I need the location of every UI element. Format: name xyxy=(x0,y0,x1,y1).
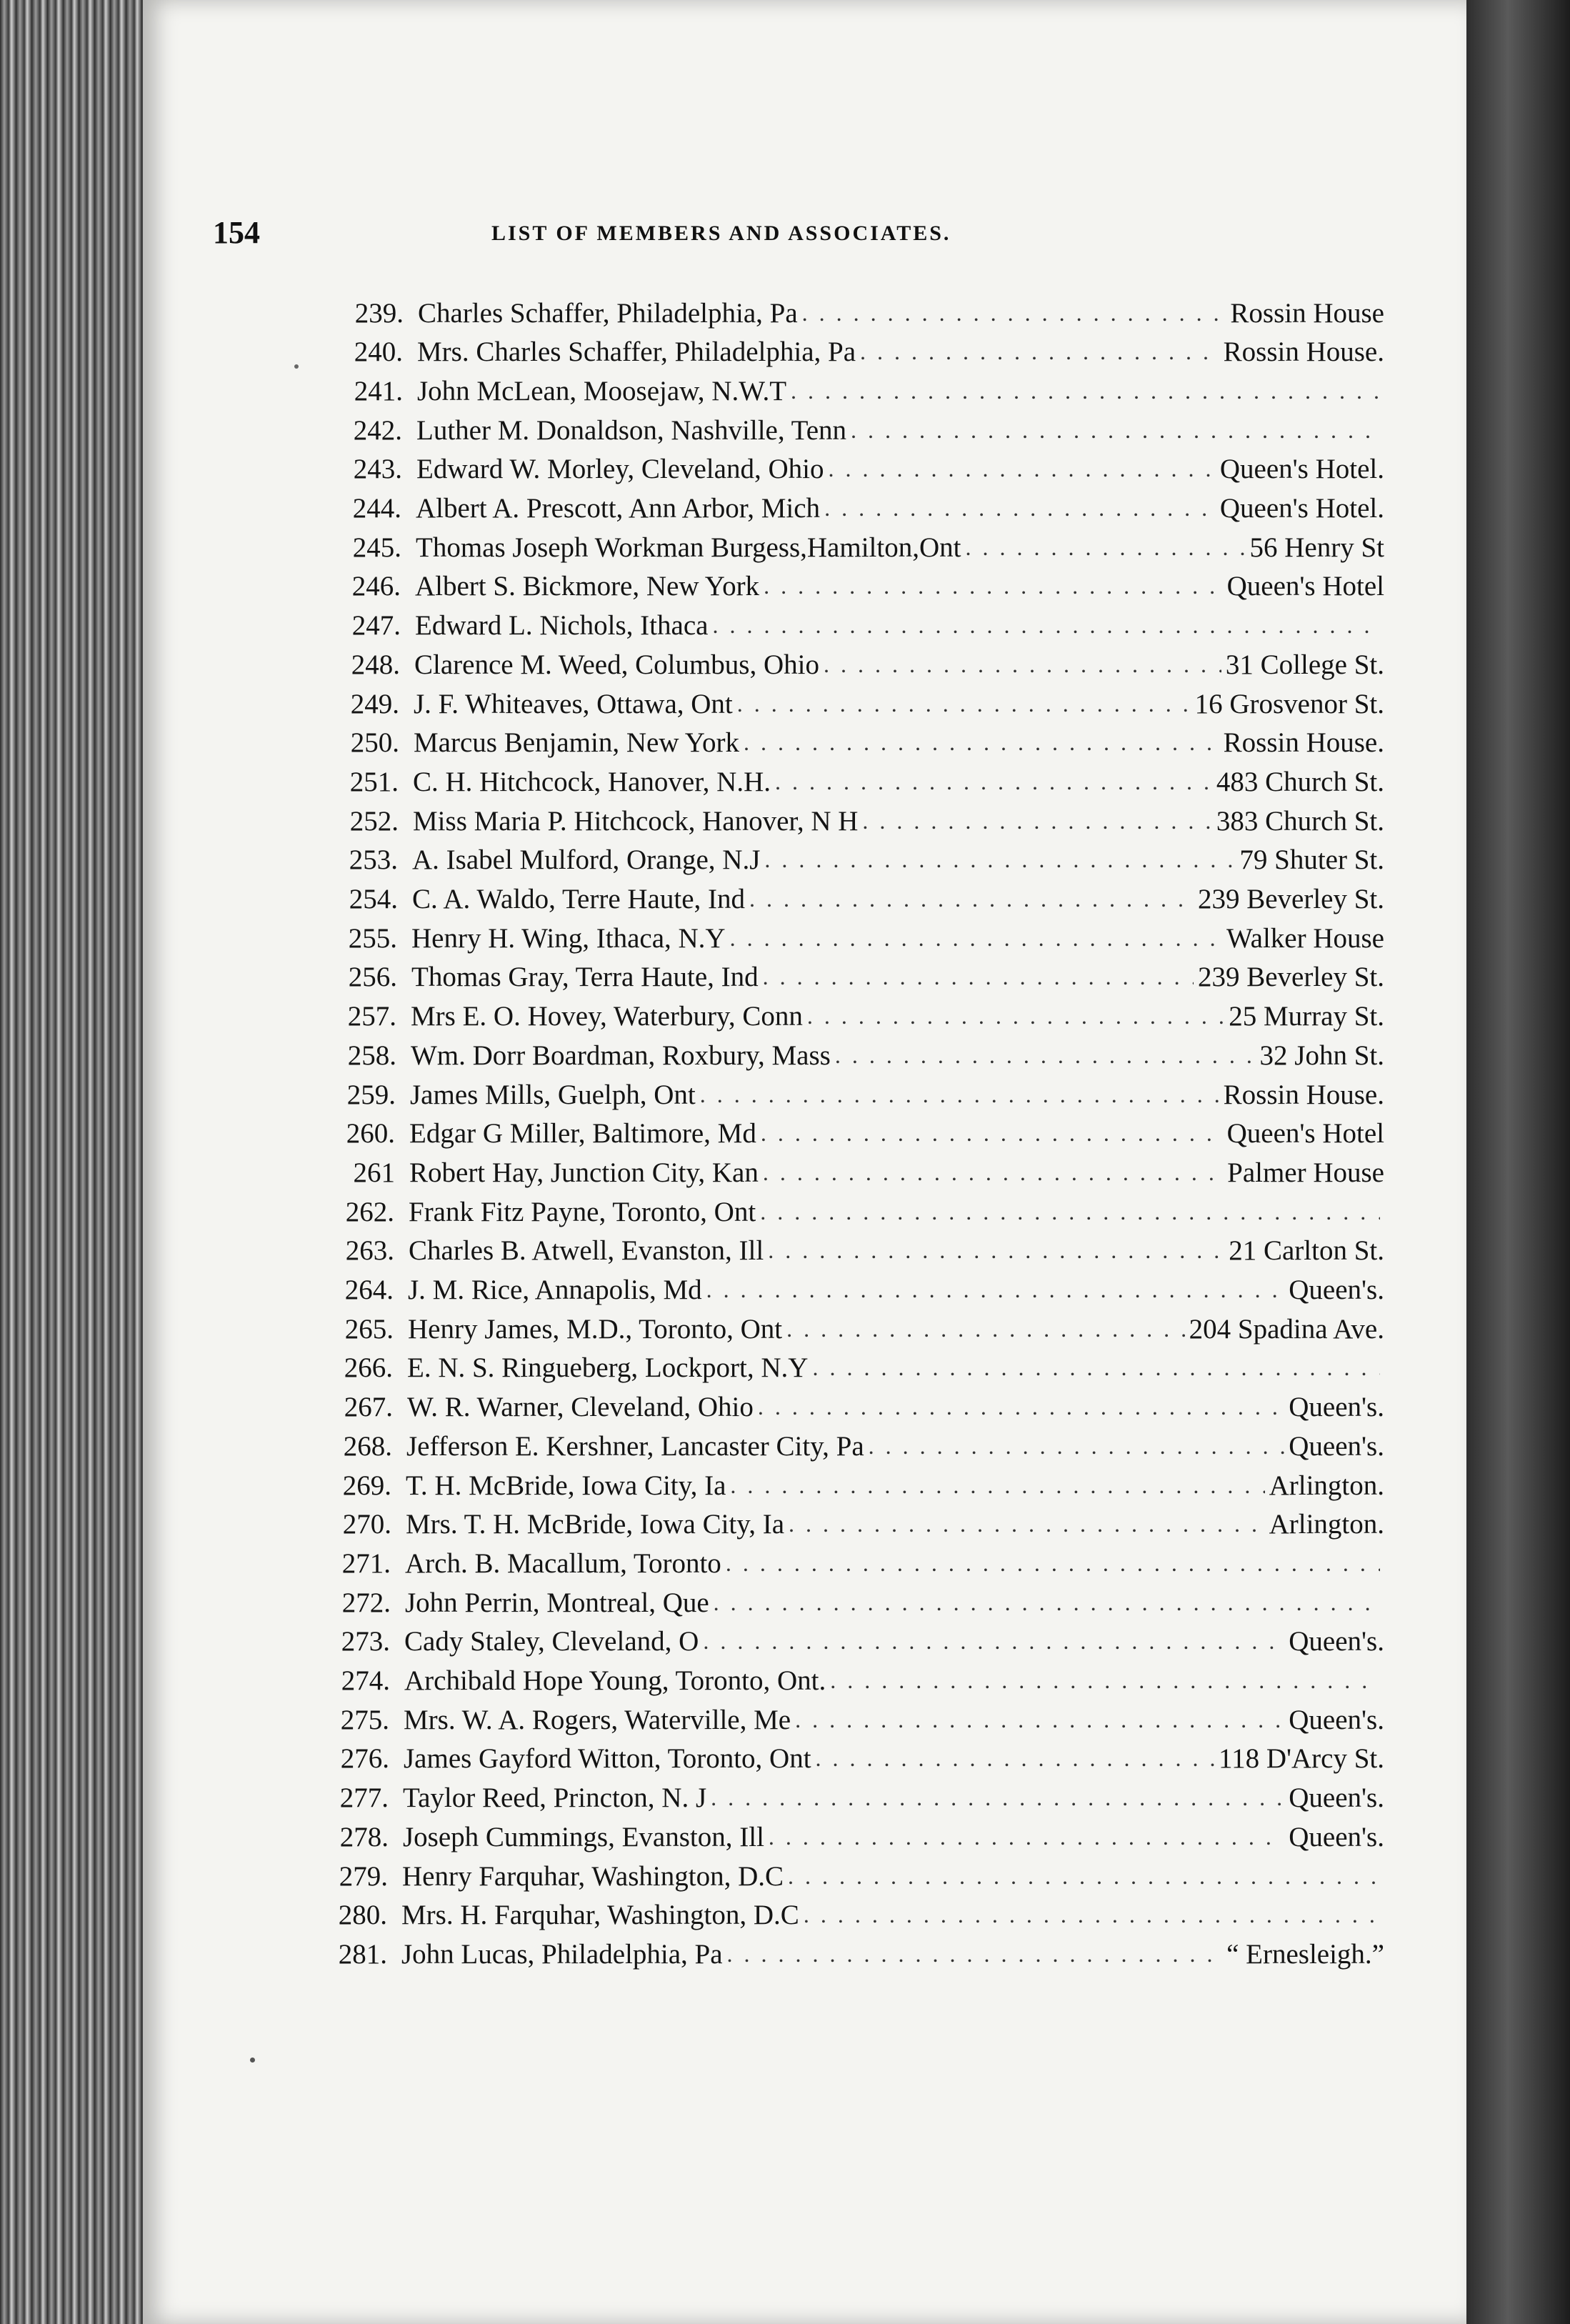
entry-number: 264. xyxy=(344,1275,394,1305)
member-name-location: Cady Staley, Cleveland, O xyxy=(404,1626,699,1657)
list-item xyxy=(328,723,1384,763)
entry-number: 246. xyxy=(351,571,401,602)
member-address: 32 John St. xyxy=(1259,1039,1384,1071)
list-item xyxy=(326,879,1384,919)
member-address: Palmer House xyxy=(1227,1157,1384,1188)
list-item xyxy=(316,1856,1384,1896)
member-name-location: J. F. Whiteaves, Ottawa, Ont xyxy=(414,688,733,719)
member-name-location: W. R. Warner, Cleveland, Ohio xyxy=(407,1392,754,1423)
member-name-location: E. N. S. Ringueberg, Lockport, N.Y xyxy=(407,1352,809,1384)
member-address: Arlington. xyxy=(1269,1509,1384,1540)
list-item xyxy=(326,957,1384,997)
list-item xyxy=(324,1114,1384,1154)
dot-leader xyxy=(769,1824,1284,1850)
entry-number: 252. xyxy=(349,805,399,837)
list-item xyxy=(320,1505,1384,1545)
member-address: 118 D'Arcy St. xyxy=(1219,1743,1384,1775)
dot-leader xyxy=(795,1707,1284,1733)
member-name-location: Luther M. Donaldson, Nashville, Tenn xyxy=(416,414,847,446)
member-address: Queen's. xyxy=(1289,1782,1384,1814)
list-item xyxy=(329,606,1384,646)
dot-leader xyxy=(965,534,1245,561)
member-name-location: Henry H. Wing, Ithaca, N.Y xyxy=(411,922,726,954)
dot-leader xyxy=(763,964,1194,990)
member-name-location: Thomas Gray, Terra Haute, Ind xyxy=(411,962,759,993)
entry-number: 274. xyxy=(341,1665,390,1696)
member-name-location: Edgar G Miller, Baltimore, Md xyxy=(409,1118,756,1149)
entry-number: 279. xyxy=(339,1860,388,1892)
dot-leader xyxy=(862,808,1211,834)
list-item xyxy=(329,567,1384,607)
member-address: Queen's Hotel xyxy=(1226,1118,1384,1149)
member-name-location: Wm. Dorr Boardman, Roxbury, Mass xyxy=(411,1039,831,1071)
entry-number: 276. xyxy=(340,1743,389,1775)
dot-leader xyxy=(807,1003,1224,1029)
member-name-location: T. H. McBride, Iowa City, Ia xyxy=(406,1470,726,1501)
entry-number: 278. xyxy=(339,1821,389,1852)
entry-number: 245. xyxy=(352,532,401,563)
entry-number: 239. xyxy=(354,297,404,329)
member-address: Walker House xyxy=(1226,922,1384,954)
member-address: Queen's. xyxy=(1289,1392,1384,1423)
entry-number: 273. xyxy=(341,1626,390,1657)
entry-number: 257. xyxy=(347,1001,396,1032)
list-item xyxy=(316,1895,1384,1935)
list-item xyxy=(321,1348,1384,1388)
member-address: 79 Shuter St. xyxy=(1239,844,1384,876)
list-item xyxy=(331,410,1384,450)
dot-leader xyxy=(812,1355,1380,1381)
member-name-location: Edward L. Nichols, Ithaca xyxy=(415,610,709,642)
running-head: LIST OF MEMBERS AND ASSOCIATES. xyxy=(491,221,951,245)
entry-number: 254. xyxy=(349,884,398,914)
member-address: 31 College St. xyxy=(1225,649,1384,680)
member-address: Queen's Hotel. xyxy=(1219,493,1384,524)
member-name-location: Taylor Reed, Princton, N. J xyxy=(403,1782,707,1814)
member-name-location: Mrs. W. A. Rogers, Waterville, Me xyxy=(404,1704,791,1735)
member-name-location: Mrs. T. H. McBride, Iowa City, Ia xyxy=(406,1509,785,1540)
entry-number: 263. xyxy=(345,1235,394,1267)
member-name-location: J. M. Rice, Annapolis, Md xyxy=(408,1275,702,1305)
dot-leader xyxy=(703,1628,1284,1655)
member-name-location: A. Isabel Mulford, Orange, N.J xyxy=(412,844,761,876)
list-item xyxy=(316,1934,1384,1974)
dot-leader xyxy=(802,300,1226,326)
dot-leader xyxy=(726,1550,1380,1577)
entry-number: 262. xyxy=(345,1196,394,1227)
entry-number: 272. xyxy=(341,1587,391,1618)
dot-leader xyxy=(824,652,1221,678)
member-name-location: Mrs. Charles Schaffer, Philadelphia, Pa xyxy=(417,336,856,368)
member-name-location: Edward W. Morley, Cleveland, Ohio xyxy=(416,454,824,485)
member-address: 383 Church St. xyxy=(1216,805,1384,837)
list-item xyxy=(319,1543,1384,1583)
list-item xyxy=(319,1661,1384,1701)
member-address: Rossin House. xyxy=(1223,1079,1384,1110)
member-address: 25 Murray St. xyxy=(1229,1001,1384,1032)
entry-number: 241. xyxy=(354,375,403,407)
member-name-location: Robert Hay, Junction City, Kan xyxy=(409,1157,759,1188)
list-item xyxy=(330,527,1384,567)
dot-leader xyxy=(830,1667,1380,1694)
dot-leader xyxy=(737,691,1191,717)
list-item xyxy=(325,1035,1384,1075)
entry-number: 247. xyxy=(351,610,401,642)
entry-number: 277. xyxy=(339,1782,389,1814)
entry-number: 270. xyxy=(342,1509,391,1540)
list-item xyxy=(325,997,1384,1037)
member-name-location: John Perrin, Montreal, Que xyxy=(405,1587,709,1618)
dot-leader xyxy=(791,378,1380,404)
entry-number: 250. xyxy=(350,727,399,759)
member-address: 56 Henry St xyxy=(1249,532,1384,563)
page-number: 154 xyxy=(213,215,260,250)
list-item xyxy=(327,762,1384,802)
entry-number: 280. xyxy=(338,1900,387,1931)
dot-leader xyxy=(758,1394,1284,1420)
entry-number: 269. xyxy=(342,1470,391,1501)
dot-leader xyxy=(761,1120,1223,1147)
member-address: Rossin House. xyxy=(1223,336,1384,368)
dot-leader xyxy=(763,1159,1223,1186)
list-item xyxy=(324,1152,1384,1192)
member-name-location: Marcus Benjamin, New York xyxy=(414,727,740,759)
list-item xyxy=(322,1270,1384,1310)
dot-leader xyxy=(828,456,1215,482)
member-address: Rossin House xyxy=(1230,297,1384,329)
list-item xyxy=(323,1192,1384,1232)
member-name-location: Joseph Cummings, Evanston, Ill xyxy=(403,1821,764,1852)
dot-leader xyxy=(706,1277,1285,1303)
entry-number: 249. xyxy=(350,688,399,719)
member-address: 16 Grosvenor St. xyxy=(1194,688,1384,719)
entry-number: 240. xyxy=(354,336,403,368)
entry-number: 243. xyxy=(353,454,402,485)
dot-leader xyxy=(711,1785,1284,1811)
dot-leader xyxy=(727,1941,1223,1968)
entry-number: 260. xyxy=(346,1118,395,1149)
dot-leader xyxy=(860,339,1219,365)
member-address: Queen's Hotel xyxy=(1226,571,1384,602)
list-item xyxy=(321,1426,1384,1466)
dot-leader xyxy=(700,1082,1219,1108)
dot-leader xyxy=(730,1472,1264,1499)
entry-number: 268. xyxy=(343,1430,392,1462)
list-item xyxy=(324,1074,1384,1114)
member-address: Queen's. xyxy=(1289,1430,1384,1462)
dot-leader xyxy=(789,1511,1265,1537)
entry-number: 267. xyxy=(344,1392,393,1423)
member-name-location: Albert A. Prescott, Ann Arbor, Mich xyxy=(416,493,821,524)
dot-leader xyxy=(714,1590,1380,1616)
list-item xyxy=(318,1700,1384,1740)
member-address: Rossin House. xyxy=(1223,727,1384,759)
dot-leader xyxy=(824,495,1216,522)
member-name-location: Charles B. Atwell, Evanston, Ill xyxy=(409,1235,764,1267)
list-item xyxy=(330,489,1384,529)
list-item xyxy=(329,644,1384,684)
dot-leader xyxy=(775,769,1212,795)
entry-number: 266. xyxy=(344,1352,393,1384)
list-item xyxy=(326,918,1384,958)
member-address: Arlington. xyxy=(1269,1470,1384,1501)
member-name-location: Arch. B. Macallum, Toronto xyxy=(405,1547,721,1579)
member-name-location: Miss Maria P. Hitchcock, Hanover, N H xyxy=(413,805,859,837)
member-name-location: Frank Fitz Payne, Toronto, Ont xyxy=(409,1196,756,1227)
member-address: Queen's Hotel. xyxy=(1219,454,1384,485)
dot-leader xyxy=(804,1902,1380,1928)
dot-leader xyxy=(744,729,1219,756)
member-address: Queen's. xyxy=(1289,1821,1384,1852)
list-item xyxy=(322,1309,1384,1349)
dot-leader xyxy=(835,1042,1256,1069)
member-name-location: John McLean, Moosejaw, N.W.T xyxy=(417,375,787,407)
member-name-location: Charles Schaffer, Philadelphia, Pa xyxy=(418,297,798,329)
list-item xyxy=(319,1582,1384,1622)
entry-number: 259. xyxy=(346,1079,396,1110)
entry-number: 242. xyxy=(353,414,402,446)
member-address: Queen's. xyxy=(1289,1626,1384,1657)
member-address: Queen's. xyxy=(1289,1704,1384,1735)
entry-number: 265. xyxy=(344,1313,394,1345)
entry-number: 255. xyxy=(348,922,397,954)
list-item xyxy=(328,684,1384,724)
dot-leader xyxy=(760,1199,1380,1225)
member-name-location: Jefferson E. Kershner, Lancaster City, Pa xyxy=(406,1430,864,1462)
dot-leader xyxy=(786,1316,1185,1342)
member-address: 21 Carlton St. xyxy=(1229,1235,1384,1267)
member-name-location: Clarence M. Weed, Columbus, Ohio xyxy=(414,649,819,680)
dot-leader xyxy=(749,886,1194,912)
list-item xyxy=(331,332,1384,372)
entry-number: 248. xyxy=(351,649,400,680)
dot-leader xyxy=(712,612,1380,639)
member-name-location: Albert S. Bickmore, New York xyxy=(415,571,760,602)
member-name-location: Henry Farquhar, Washington, D.C xyxy=(402,1860,784,1892)
member-address: Queen's. xyxy=(1289,1275,1384,1305)
list-item xyxy=(318,1739,1384,1779)
member-name-location: John Lucas, Philadelphia, Pa xyxy=(401,1938,723,1970)
member-name-location: James Mills, Guelph, Ont xyxy=(410,1079,696,1110)
list-item xyxy=(317,1817,1384,1857)
list-item xyxy=(332,293,1384,333)
list-item xyxy=(331,449,1384,489)
member-name-location: C. A. Waldo, Terre Haute, Ind xyxy=(412,884,746,914)
entry-number: 256. xyxy=(348,962,397,993)
member-address: 239 Beverley St. xyxy=(1197,884,1384,914)
member-name-location: Archibald Hope Young, Toronto, Ont. xyxy=(404,1665,826,1696)
member-address: 239 Beverley St. xyxy=(1197,962,1384,993)
dot-leader xyxy=(764,847,1235,873)
dot-leader xyxy=(768,1237,1224,1264)
member-address: 204 Spadina Ave. xyxy=(1189,1313,1384,1345)
member-name-location: James Gayford Witton, Toronto, Ont xyxy=(404,1743,811,1775)
member-name-location: Mrs. H. Farquhar, Washington, D.C xyxy=(401,1900,799,1931)
member-name-location: C. H. Hitchcock, Hanover, N.H. xyxy=(413,766,771,797)
entry-number: 281. xyxy=(338,1938,387,1970)
dot-leader xyxy=(788,1863,1380,1890)
member-address: “ Ernesleigh.” xyxy=(1226,1938,1384,1970)
dot-leader xyxy=(816,1745,1214,1772)
list-item xyxy=(331,371,1384,411)
list-item xyxy=(327,801,1384,841)
entry-number: 253. xyxy=(349,844,398,876)
list-item xyxy=(317,1778,1384,1818)
member-name-location: Thomas Joseph Workman Burgess,Hamilton,Ont xyxy=(416,532,961,563)
entry-number: 244. xyxy=(352,493,401,524)
list-item xyxy=(321,1387,1384,1427)
list-item xyxy=(326,840,1384,880)
list-item xyxy=(320,1465,1384,1505)
member-name-location: Mrs E. O. Hovey, Waterbury, Conn xyxy=(411,1001,803,1032)
entry-number: 258. xyxy=(347,1039,396,1071)
dot-leader xyxy=(764,573,1223,599)
list-item xyxy=(323,1231,1384,1271)
dot-leader xyxy=(851,417,1380,444)
list-item xyxy=(319,1622,1384,1662)
dot-leader xyxy=(869,1433,1285,1460)
member-address: 483 Church St. xyxy=(1216,766,1384,797)
member-name-location: Henry James, M.D., Toronto, Ont xyxy=(408,1313,783,1345)
entry-number: 251. xyxy=(349,766,399,797)
entry-number: 271. xyxy=(341,1547,391,1579)
dot-leader xyxy=(730,925,1222,952)
entry-number: 275. xyxy=(340,1704,389,1735)
entry-number: 261 xyxy=(353,1157,395,1188)
